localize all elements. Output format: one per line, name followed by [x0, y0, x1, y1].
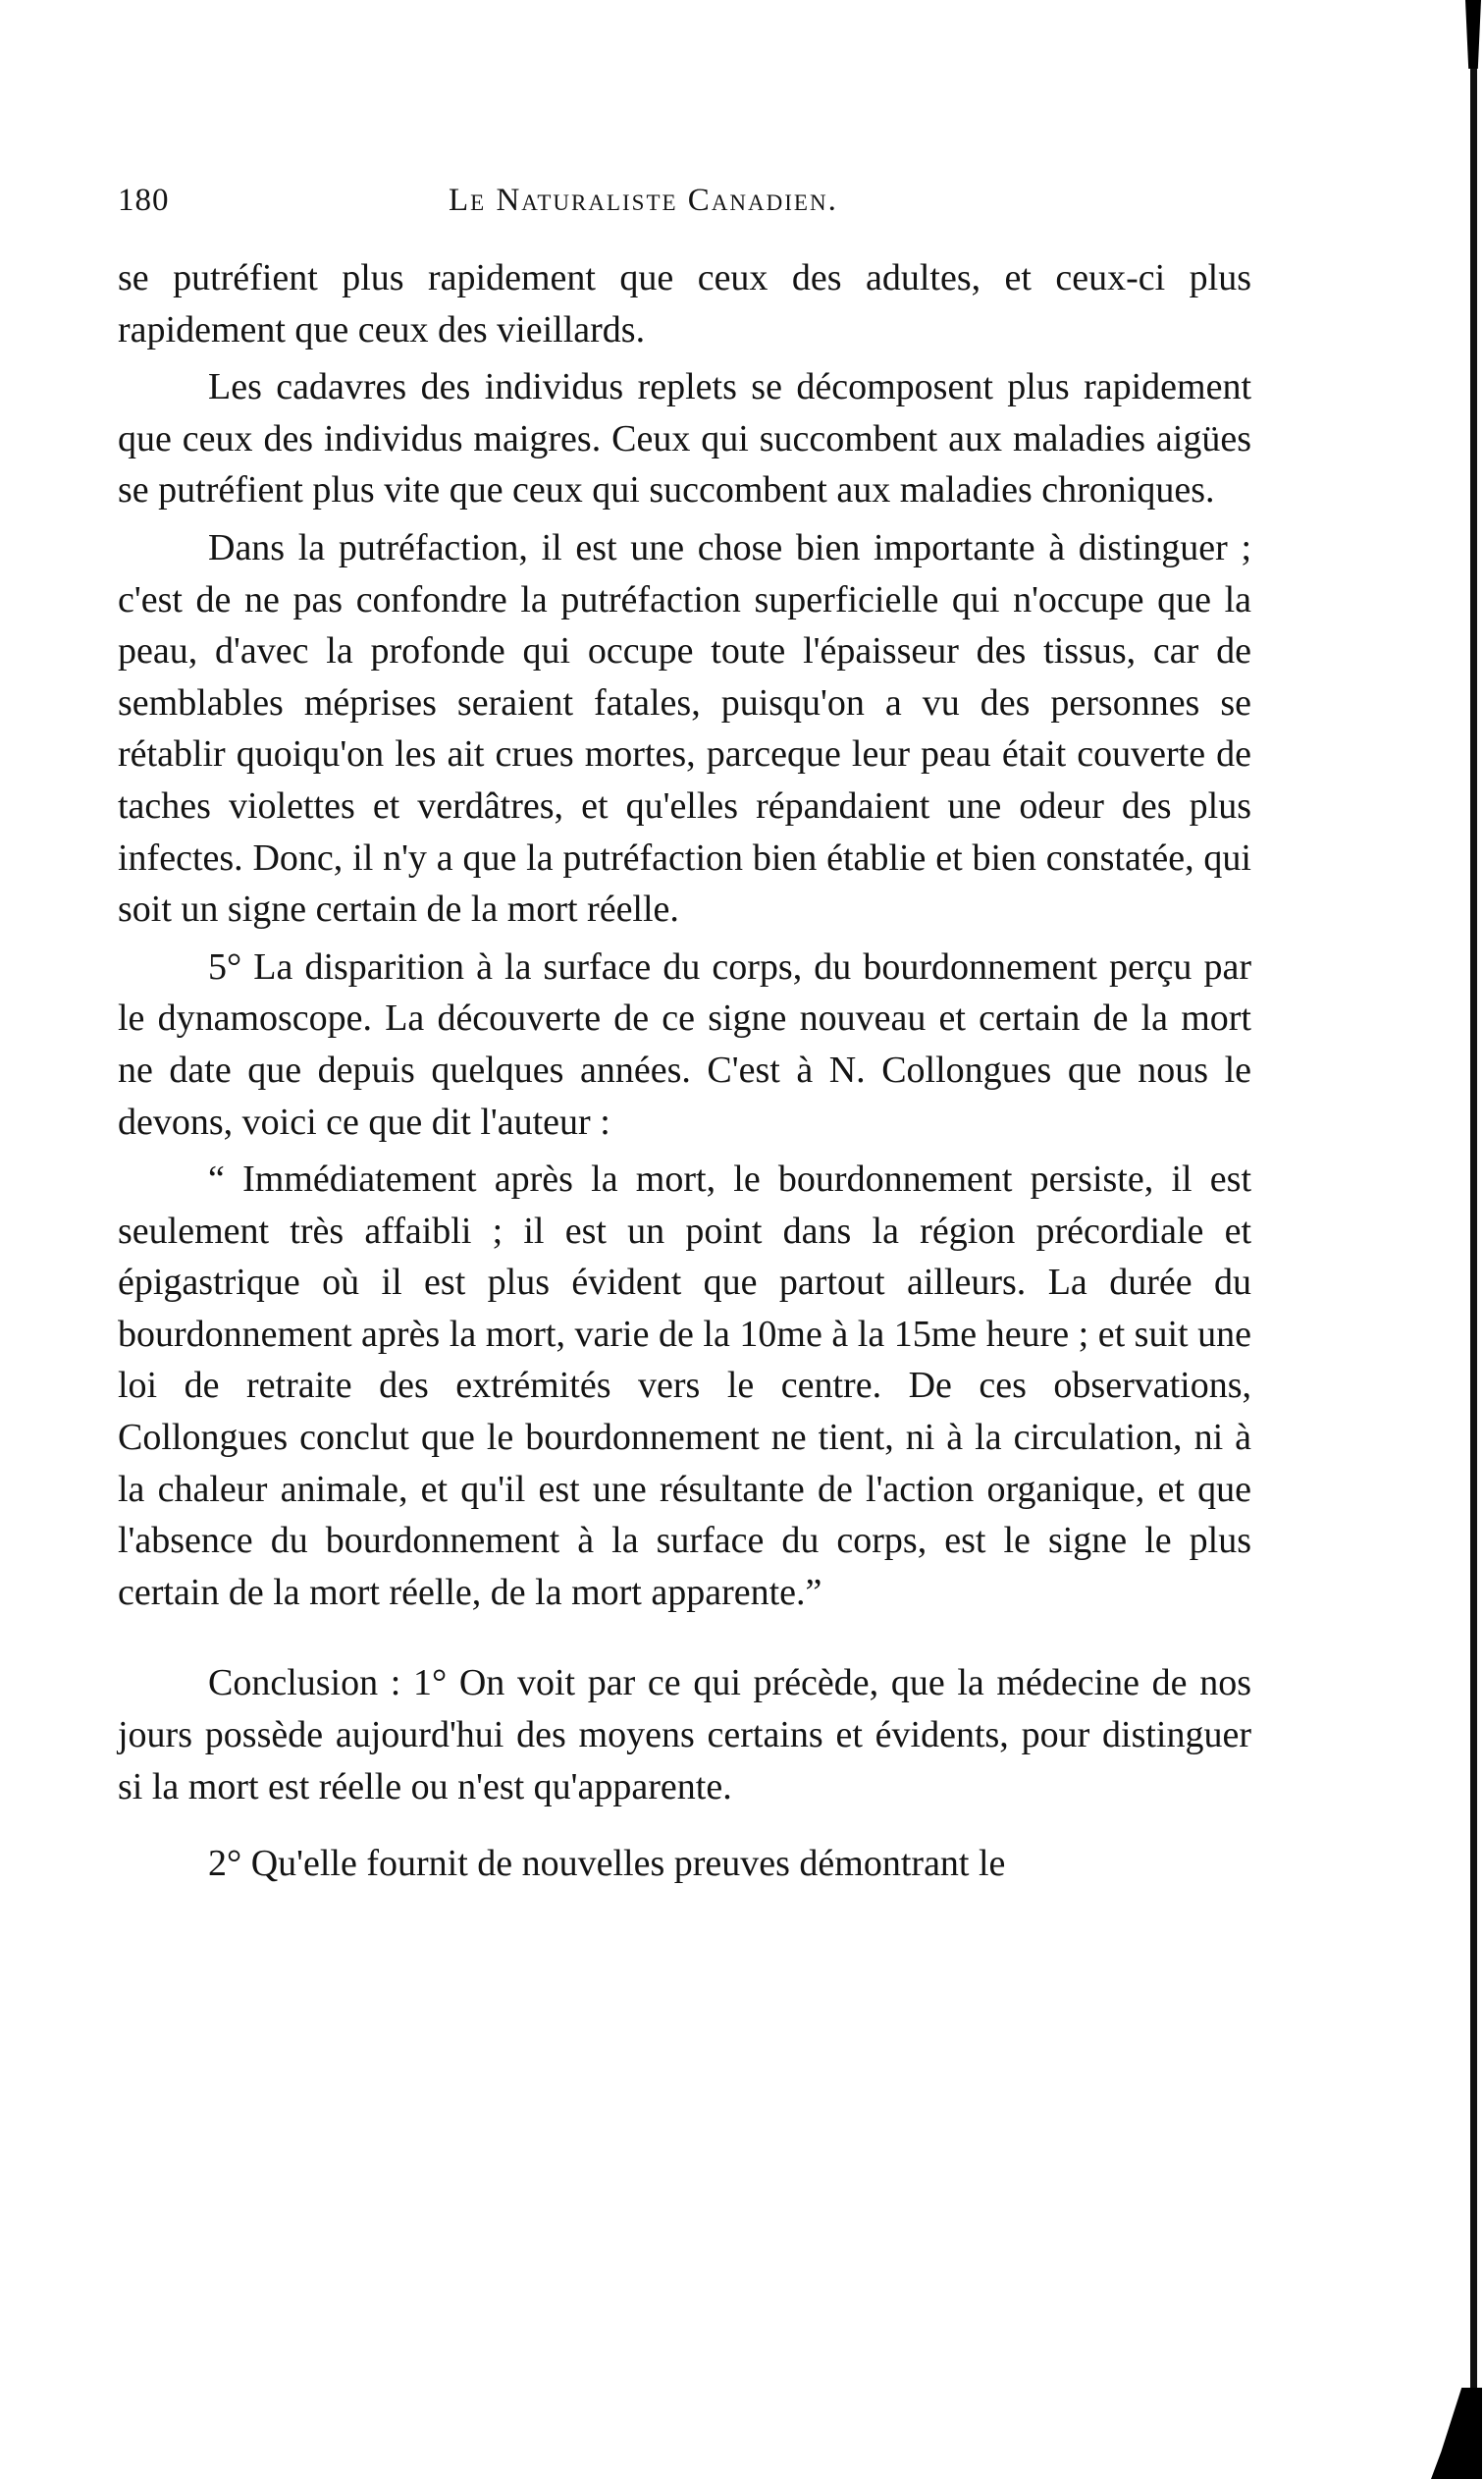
paragraph-quotation: “ Immédiatement après la mort, le bourdonnement persiste, il est seulement très affaibli ; il est un point dans la région précordiale et épigastrique où il est plus évident que partout ailleurs. La durée du bourdonnement après la mort, varie de la 10me à la 15me heure ; et suit une loi de retraite des extrémités vers le centre. De ces observations, Collongues conclut que le bourdonnement ne tient, ni à la circulation, ni à la chaleur animale, et qu'il est une résultante de l'action organique, et que l'absence du bourdonnement à la surface du corps, est le signe le plus certain de la mort réelle, de la mort apparente.” [118, 1159, 1251, 1613]
paragraph-second-point: 2° Qu'elle fournit de nouvelles preuves démontrant le [208, 1843, 1006, 1885]
page-header [118, 183, 1251, 232]
binding-edge [1462, 0, 1484, 2479]
paragraph-dynamoscope: 5° La disparition à la surface du corps, du bourdonnement perçu par le dynamoscope. La découverte de ce signe nouveau et certain de la mort ne date que depuis quelques années. C'est à N. Collongues que nous le devons, voici ce que dit l'auteur : [118, 945, 1251, 1143]
binding-shadow-line [1470, 0, 1477, 2479]
page-number: 180 [118, 183, 170, 218]
running-head: Le Naturaliste Canadien. [449, 183, 838, 218]
paragraph-cadavres: Les cadavres des individus replets se décomposent plus rapidement que ceux des individus maigres. Ceux qui succombent aux maladies aigües se putréfient plus vite que ceux qui succombent aux maladies chroniques. [118, 366, 1251, 512]
paragraph-continuation: se putréfient plus rapidement que ceux des adultes, et ceux-ci plus rapidement que ceux des vieillards. [118, 257, 1251, 350]
paragraph-conclusion: Conclusion : 1° On voit par ce qui précède, que la médecine de nos jours possède aujourd'hui des moyens certains et évidents, pour distinguer si la mort est réelle ou n'est qu'apparente. [118, 1662, 1251, 1807]
binding-top-mark [1465, 0, 1481, 69]
paragraph-putrefaction: Dans la putréfaction, il est une chose bien importante à distinguer ; c'est de ne pas confondre la putréfaction superficielle qui n'occupe que la peau, d'avec la profonde qui occupe toute l'épaisseur des tissus, car de semblables méprises seraient fatales, puisqu'on a vu des personnes se rétablir quoiqu'on les ait crues mortes, parceque leur peau était couverte de taches violettes et verdâtres, et qu'elles répandaient une odeur des plus infectes. Donc, il n'y a que la putréfaction bien établie et bien constatée, qui soit un signe certain de la mort réelle. [118, 526, 1251, 931]
binding-bottom-mark [1431, 2388, 1482, 2479]
page-body [118, 252, 1251, 1890]
